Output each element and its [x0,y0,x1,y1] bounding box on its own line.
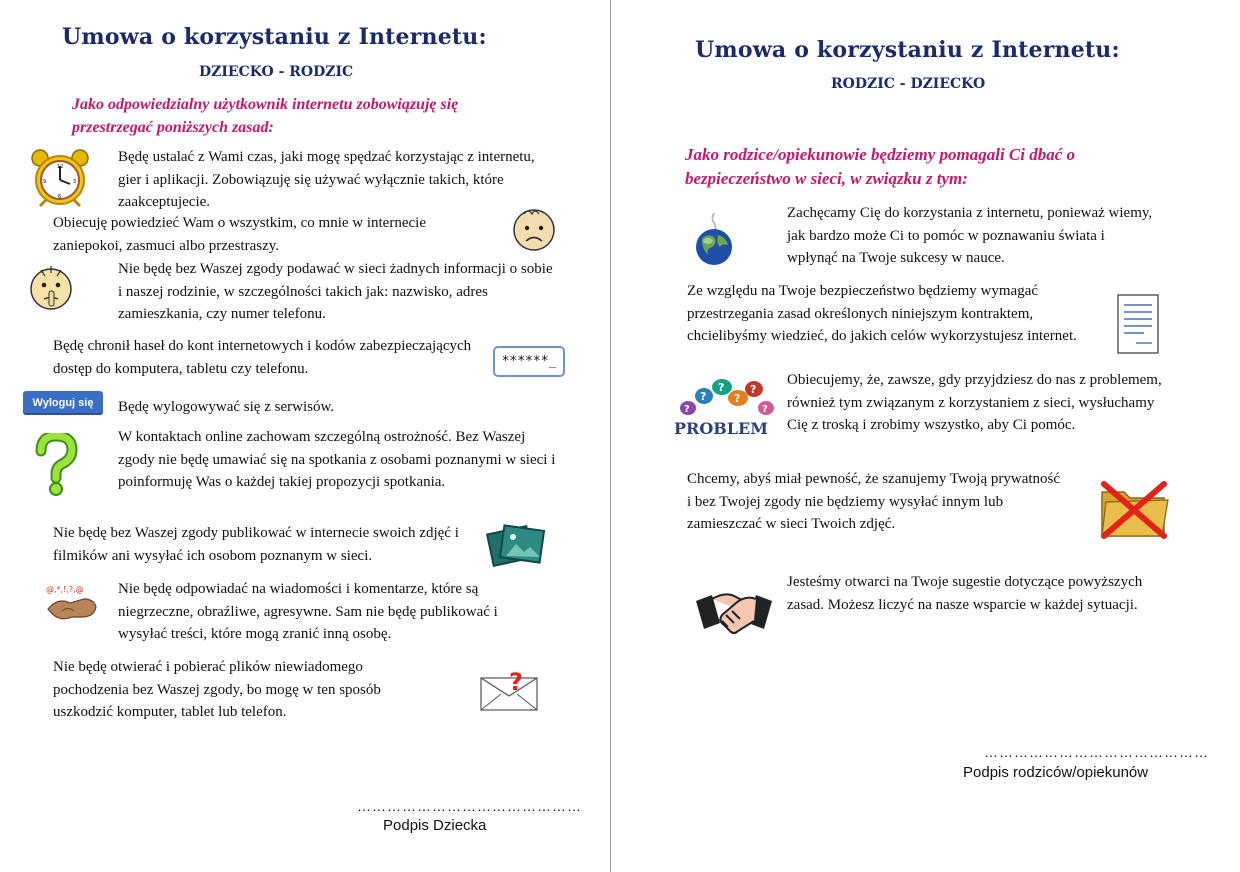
child-signature-label: Podpis Dziecka [383,817,487,834]
child-signature-line: ……………………………………… [357,798,582,814]
left-page-title: Umowa o korzystaniu z Internetu: [62,24,487,50]
left-page-child-parent [0,0,610,872]
svg-text:?: ? [750,383,757,396]
question-mark-icon [33,433,79,502]
svg-text:?: ? [734,392,741,405]
left-rule-9: Nie będę otwierać i pobierać plików niewiadomego pochodzenia bez Waszej zgody, bo mogę w ten sposób uszkodzić komputer, tablet lub telefon. [53,659,381,720]
svg-text:PROBLEM: PROBLEM [674,419,768,438]
svg-text:3: 3 [73,179,77,185]
right-intro-text: Jako rodzice/opiekunowie będziemy pomagali Ci dbać o bezpieczeństwo w sieci, w związku z tym: [685,145,1076,188]
left-rule-3: Nie będę bez Waszej zgody podawać w sieci żadnych informacji o sobie i naszej rodzinie, w szczególności takich jak: nazwisko, adres zamieszkania, czy numer telefonu. [118,261,553,322]
parent-signature-line: ……………………………………… [984,744,1209,760]
right-rule-4: Chcemy, abyś miał pewność, że szanujemy Twoją prywatność i bez Twojej zgody nie będziemy wysyłać innym lub zamieszczać w sieci Twoich zdjęć. [687,471,1061,532]
document-icon [1114,291,1164,362]
left-rule-6: W kontaktach online zachowam szczególną ostrożność. Bez Waszej zgody nie będę umawiać się na spotkania z osobami poznanymi w sieci i poinformuję Was o każdej takiej propozycji spotkania. [118,429,556,490]
svg-text:?: ? [700,390,707,403]
secret-face-icon [28,262,74,319]
svg-text:?: ? [718,381,725,394]
left-intro-text: Jako odpowiedzialny użytkownik internetu zobowiązuję się przestrzegać poniższych zasad: [72,96,459,136]
logout-button-icon: Wyloguj się [23,391,103,415]
right-rule-5: Jesteśmy otwarci na Twoje sugestie dotyczące powyższych zasad. Możesz liczyć na nasze wsparcie w każdej sytuacji. [787,574,1143,613]
right-rule-1: Zachęcamy Cię do korzystania z internetu, ponieważ wiemy, jak bardzo może Ci to pomóc w poznawaniu świata i wpłynąć na Twoje sukcesy w nauce. [787,205,1153,266]
svg-text:?: ? [684,404,690,415]
svg-text:?: ? [762,404,768,415]
password-field-icon: ******_ [493,346,565,377]
alarm-clock-icon [26,148,94,213]
problem-speech-bubbles-icon [672,378,776,445]
svg-text:?: ? [509,670,523,696]
left-rule-8: Nie będę odpowiadać na wiadomości i komentarze, które są niegrzeczne, obraźliwe, agresywne. Sam nie będę publikować i wysyłać treści, które mogą zranić inną osobę. [118,581,498,642]
left-rule-7: Nie będę bez Waszej zgody publikować w internecie swoich zdjęć i filmików ani wysyłać ich osobom poznanym w sieci. [53,525,459,564]
right-rule-2: Ze względu na Twoje bezpieczeństwo będziemy wymagać przestrzegania zasad określonych niniejszym kontraktem, chcielibyśmy wiedzieć, do jakich celów wykorzystujesz internet. [687,283,1077,344]
svg-text:6: 6 [58,194,62,200]
left-page-subtitle: DZIECKO - RODZIC [199,64,354,80]
globe-icon [692,209,736,272]
left-rule-1: Będę ustalać z Wami czas, jaki mogę spędzać korzystając z internetu, gier i aplikacji. Zobowiązuję się używać wyłącznie takich, które zaakceptujecie. [118,149,535,210]
left-rule-5: Będę wylogowywać się z serwisów. [118,399,335,415]
page-divider [610,0,611,872]
left-rule-2: Obiecuję powiedzieć Wam o wszystkim, co mnie w internecie zaniepokoi, zasmuci albo przestraszy. [53,215,426,254]
svg-text:12: 12 [57,164,64,170]
left-rule-4: Będę chronił haseł do kont internetowych i kodów zabezpieczających dostęp do komputera, tabletu czy telefonu. [53,338,472,377]
worried-face-icon [510,206,558,257]
right-rule-3: Obiecujemy, że, zawsze, gdy przyjdziesz do nas z problemem, również tym związanym z korzystaniem z sieci, wysłuchamy Cię z troską i zrobimy wszystko, aby Ci pomóc. [787,372,1162,433]
handshake-icon [694,581,774,652]
photos-icon [486,520,548,573]
svg-text:9: 9 [43,179,47,185]
angry-symbols-icon [44,583,102,630]
crossed-folder-icon [1096,478,1172,545]
right-page-subtitle: RODZIC - DZIECKO [831,76,986,92]
parent-signature-label: Podpis rodziców/opiekunów [963,764,1149,781]
suspicious-email-icon [479,670,539,717]
right-page-title: Umowa o korzystaniu z Internetu: [695,37,1120,63]
right-page-parent-child [612,0,1240,872]
svg-text:@,*,!,?,@: @,*,!,?,@ [46,585,84,594]
